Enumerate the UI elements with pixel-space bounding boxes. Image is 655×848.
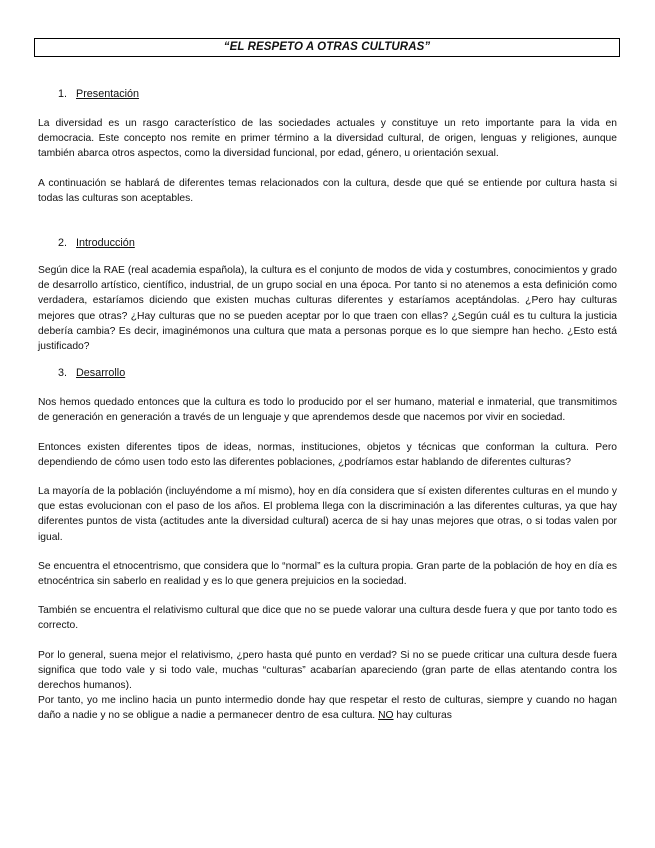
paragraph: Según dice la RAE (real academia española), la cultura es el conjunto de modos de vida y costumbres, conocimientos y grado de desarrollo artístico, científico, industrial, de un grupo social en una época. Por tanto si no atenemos a esta definición como verdadera, estaríamos diciendo que existen muchas culturas diferentes y estaríamos aceptándolas. ¿Pero hay culturas mejores que otras? ¿Hay culturas que no se pueden aceptar por lo que traen con ellas? ¿Según cuál es tu cultura la justicia debería cambia? Es decir, imaginémonos una cultura que mata a personas porque es lo que siempre han hecho. ¿Esto está justificado? bbox=[38, 265, 617, 353]
section-number: 3. bbox=[58, 367, 68, 380]
section-heading-introduccion bbox=[58, 236, 617, 251]
paragraph: Entonces existen diferentes tipos de ideas, normas, instituciones, objetos y técnicas que conforman la cultura. Pero dependiendo de cómo usen todo esto las diferentes poblaciones, ¿podríamos estar hablando de diferentes culturas? bbox=[38, 441, 617, 468]
paragraph: La mayoría de la población (incluyéndome a mí mismo), hoy en día considera que sí existen diferentes culturas en el mundo y que estas evolucionan con el paso de los años. El problema llega con la discriminación a las diferentes culturas, ya que hay diferentes puntos de vista (actitudes ante la diversidad cultural) acerca de si hay unas mejores que otras, o si todas valen por igual. bbox=[38, 486, 617, 543]
emphasis-underlined: NO bbox=[378, 710, 394, 722]
paragraph: A continuación se hablará de diferentes temas relacionados con la cultura, desde que qué se entiende por cultura hasta si todas las culturas son aceptables. bbox=[38, 177, 617, 204]
paragraph-text: Por tanto, yo me inclino hacia un punto intermedio donde hay que respetar el resto de culturas, siempre y cuando no hagan daño a nadie y no se obligue a nadie a permanecer dentro de esa cultura. bbox=[38, 695, 617, 722]
paragraph: Por lo general, suena mejor el relativismo, ¿pero hasta qué punto en verdad? Si no se puede criticar una cultura desde fuera significa que todo vale y si todo vale, muchas “culturas” acabarían apareciendo (gran parte de ellas atentando contra los derechos humanos). bbox=[38, 649, 617, 692]
paragraph: Nos hemos quedado entonces que la cultura es todo lo producido por el ser humano, material e inmaterial, que transmitimos de generación en generación a través de un lenguaje y que aprendemos desde que nacemos por vivir en sociedad. bbox=[38, 397, 617, 424]
section-title: Introducción bbox=[76, 237, 135, 250]
section-number: 2. bbox=[58, 237, 68, 250]
section-heading-desarrollo bbox=[58, 366, 617, 381]
paragraph-last bbox=[38, 693, 617, 723]
document-title: “EL RESPETO A OTRAS CULTURAS” bbox=[34, 38, 620, 57]
paragraph: También se encuentra el relativismo cultural que dice que no se puede valorar una cultura desde fuera y que por tanto todo es correcto. bbox=[38, 605, 617, 632]
paragraph: La diversidad es un rasgo característico de las sociedades actuales y constituye un reto importante para la vida en democracia. Este concepto nos remite en primer término a la diversidad cultural, de origen, lenguas y religiones, aunque también abarca otros aspectos, como la diversidad funcional, por edad, género, u orientación sexual. bbox=[38, 118, 617, 160]
section-title: Presentación bbox=[76, 88, 140, 100]
document-page bbox=[38, 38, 617, 724]
section-number: 1. bbox=[58, 88, 68, 100]
section-title: Desarrollo bbox=[76, 367, 126, 380]
section-heading-presentacion bbox=[58, 87, 617, 102]
paragraph: Se encuentra el etnocentrismo, que considera que lo “normal” es la cultura propia. Gran parte de la población de hoy en día es etnocéntrica sin saberlo en realidad y es lo que genera prejuicios en la sociedad. bbox=[38, 560, 617, 588]
paragraph-text: hay culturas bbox=[396, 710, 452, 722]
